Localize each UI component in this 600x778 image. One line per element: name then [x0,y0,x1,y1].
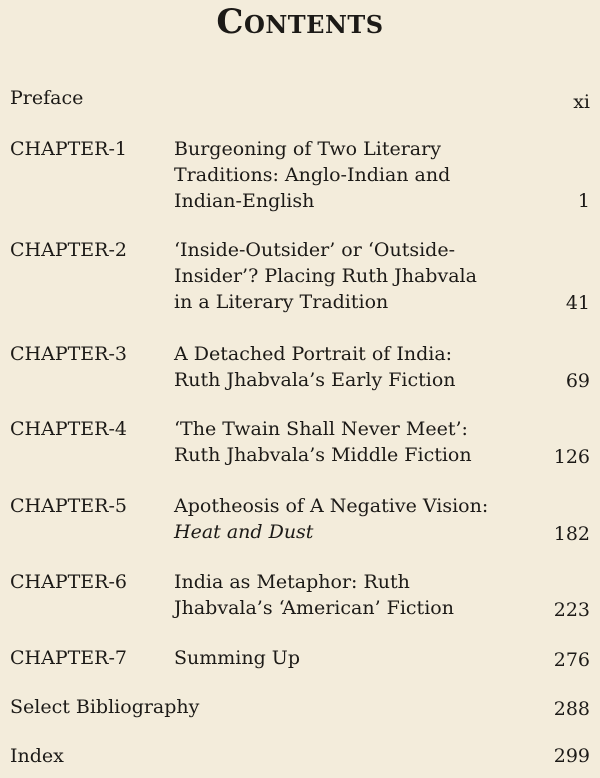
chapter-title-line: ‘Inside-Outsider’ or ‘Outside- [174,239,455,261]
chapter-title-line: India as Metaphor: Ruth [174,571,410,593]
chapter-page: 69 [565,370,590,392]
chapter-label: CHAPTER-6 [10,571,127,593]
chapter-title-line: A Detached Portrait of India: [174,343,453,365]
chapter-label: CHAPTER-4 [10,418,127,440]
chapter-title [174,136,524,214]
chapter-title-line: Insider’? Placing Ruth Jhabvala [174,265,477,287]
entry-label: Preface [10,87,84,109]
entry-label: Index [10,745,64,767]
chapter-title [174,493,524,545]
chapter-label: CHAPTER-5 [10,495,127,517]
chapter-page: 223 [553,599,590,621]
chapter-title [174,569,524,621]
chapter-title-line: in a Literary Tradition [174,291,389,313]
chapter-title [174,416,524,468]
chapter-title-line: Jhabvala’s ‘American’ Fiction [174,597,454,619]
chapter-label: CHAPTER-1 [10,138,127,160]
chapter-title-line: Heat and Dust [174,521,314,543]
chapter-title-line: Ruth Jhabvala’s Early Fiction [174,369,456,391]
chapter-title-line: Traditions: Anglo-Indian and [174,164,451,186]
entry-label: Select Bibliography [10,696,200,718]
chapter-page: 126 [553,446,590,468]
chapter-title-line: Ruth Jhabvala’s Middle Fiction [174,444,472,466]
chapter-title-line: ‘The Twain Shall Never Meet’: [174,418,468,440]
chapter-title-line: Summing Up [174,647,300,669]
chapter-title-line: Apotheosis of A Negative Vision: [174,495,489,517]
chapter-title [174,341,524,393]
entry-page: 299 [553,745,590,767]
page-title: Contents [216,2,384,42]
chapter-page: 182 [553,523,590,545]
chapter-label: CHAPTER-3 [10,343,127,365]
chapter-page: 276 [553,649,590,671]
chapter-title-line: Burgeoning of Two Literary [174,138,441,160]
chapter-page: 41 [565,292,590,314]
chapter-label: CHAPTER-7 [10,647,127,669]
chapter-label: CHAPTER-2 [10,239,127,261]
chapter-title [174,645,524,671]
entry-page: xi [573,91,590,113]
chapter-title-line: Indian-English [174,190,315,212]
entry-page: 288 [553,698,590,720]
chapter-title [174,237,524,315]
chapter-page: 1 [577,190,590,212]
